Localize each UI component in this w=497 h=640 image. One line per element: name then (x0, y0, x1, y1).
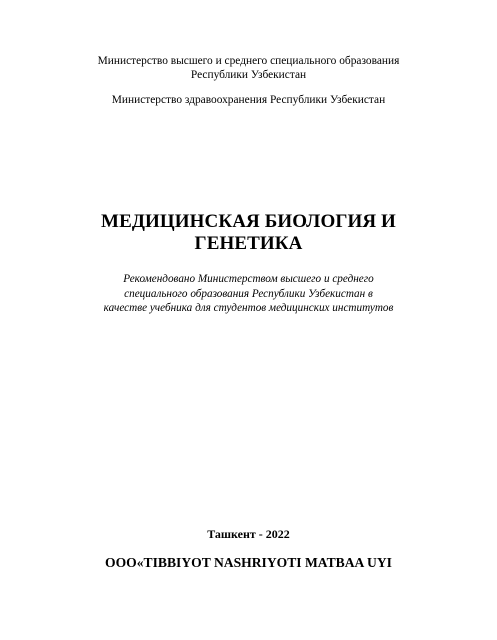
ministry-2: Министерство здравоохранения Республики Узбекистан (111, 94, 386, 106)
publisher-name: ООО«TIBBIYOT NASHRIYOTI MATBAA UYI (105, 555, 392, 570)
ministry-1-line-2: Республики Узбекистан (190, 69, 307, 81)
ministry-1-line-1: Министерство высшего и среднего специального образования (97, 55, 400, 67)
city-year: Ташкент - 2022 (207, 527, 290, 541)
recommendation-line-2: специального образования Республики Узбекистан в (124, 288, 373, 300)
book-title-line-1: МЕДИЦИНСКАЯ БИОЛОГИЯ И (101, 211, 396, 232)
book-title-line-2: ГЕНЕТИКА (194, 233, 303, 254)
recommendation-line-3: качестве учебника для студентов медицинских институтов (103, 302, 394, 314)
recommendation-line-1: Рекомендовано Министерством высшего и среднего (123, 273, 374, 285)
